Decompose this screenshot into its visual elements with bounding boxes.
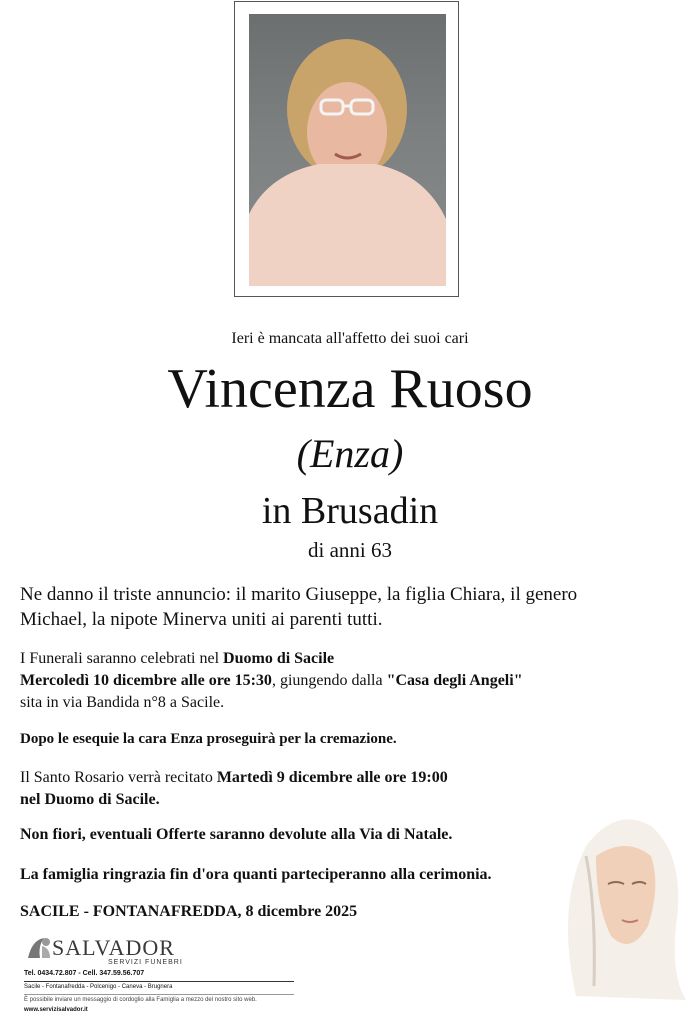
funeral-church: Duomo di Sacile	[223, 650, 335, 667]
funeral-home-logo	[22, 934, 302, 1020]
madonna-illustration	[536, 786, 694, 1002]
funeral-mid: , giungendo dalla	[271, 672, 387, 689]
rosary-intro: Il Santo Rosario verrà recitato	[20, 769, 217, 786]
logo-website[interactable]: www.servizisalvador.it	[24, 1007, 88, 1013]
age: di anni 63	[308, 538, 392, 562]
logo-subtitle: SERVIZI FUNEBRI	[108, 959, 183, 966]
cremation-note: Dopo le esequie la cara Enza proseguirà per la cremazione.	[20, 731, 397, 747]
funeral-details	[20, 648, 560, 714]
married-name: in Brusadin	[261, 490, 439, 532]
logo-divider-2	[24, 994, 294, 995]
logo-phones: Tel. 0434.72.807 - Cell. 347.59.56.707	[24, 970, 145, 977]
logo-brand: SALVADOR	[52, 935, 175, 960]
funeral-intro: I Funerali saranno celebrati nel	[20, 650, 224, 667]
nickname: (Enza)	[296, 431, 404, 476]
portrait-frame	[234, 1, 459, 297]
deceased-name: Vincenza Ruoso	[167, 358, 533, 420]
rosary-place: nel Duomo di Sacile.	[20, 791, 160, 808]
flowers-note: Non fiori, eventuali Offerte saranno devolute alla Via di Natale.	[20, 826, 453, 843]
portrait-photo	[249, 14, 446, 286]
rosary-details	[20, 767, 560, 811]
funeral-home: "Casa degli Angeli"	[386, 672, 523, 689]
place-date: SACILE - FONTANAFREDDA, 8 dicembre 2025	[20, 903, 358, 920]
portrait-illustration	[249, 14, 446, 286]
madonna-image	[536, 786, 694, 1002]
angel-icon	[24, 934, 54, 962]
logo-note: È possibile inviare un messaggio di cordoglio alla Famiglia a mezzo del nostro sito web.	[24, 997, 257, 1003]
logo-divider	[24, 981, 294, 982]
funeral-datetime: Mercoledì 10 dicembre alle ore 15:30	[20, 672, 272, 689]
announcement: Ne danno il triste annuncio: il marito Giuseppe, la figlia Chiara, il genero Michael, la nipote Minerva uniti ai parenti tutti.	[20, 584, 578, 630]
funeral-address: sita in via Bandida n°8 a Sacile.	[20, 694, 225, 711]
thanks-note: La famiglia ringrazia fin d'ora quanti parteciperanno alla cerimonia.	[20, 866, 492, 883]
logo-cities: Sacile - Fontanafredda - Polcenigo - Caneva - Brugnera	[24, 984, 173, 990]
intro-line: Ieri è mancata all'affetto dei suoi cari	[231, 330, 469, 347]
rosary-datetime: Martedì 9 dicembre alle ore 19:00	[216, 769, 448, 786]
